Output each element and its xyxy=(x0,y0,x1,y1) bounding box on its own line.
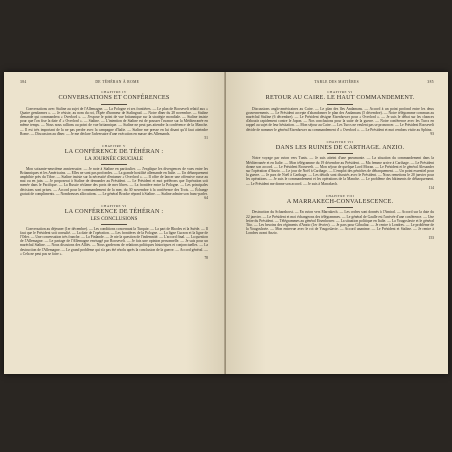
book-spread xyxy=(4,72,448,374)
chapter-title: DANS LES RUINES DE CARTHAGE. ANZIO. xyxy=(275,143,405,151)
left-page-number: 384 xyxy=(20,80,27,84)
right-running-head xyxy=(246,80,434,84)
right-page xyxy=(226,72,448,374)
left-chapter-2 xyxy=(20,144,208,200)
chapter-subtitle: LES CONCLUSIONS xyxy=(90,215,138,222)
chapter-page-number: 78 xyxy=(204,256,208,261)
chapter-title: CONVERSATIONS ET CONFÉRENCES xyxy=(58,94,170,101)
chapter-label: CHAPITRE VII xyxy=(326,139,354,144)
chapter-summary: Conversations avec Staline au sujet de l'Allemagne. — La Pologne et ses frontières. — Le plan de Roosevelt relatif aux « Quatre gendarmes ». — Je résiste, au nom du roi, l'Épée d'honneur de Stalingrad. — Notre dîner du 28 novembre. — Staline demande qui commandera « Overlord ». — J'expose le point de vue britannique sur la stratégie mondiale. — Staline insiste pour que l'on fixe la date d' « Overlord ». — Staline. — L'intention de Staline est de pousser l'avance sur la Méditerranée en même temps. — Nous nous rallions au point de vue britannique. — Staline ne peut pas attendre la conférence de la Manche. — Il est très important de la ne pas perdre avec la campagne d'Italie. — Staline me presse en lui disant qu'il faut atteindre Rome. — Discussion au dîner. — Je me déclare l'adversaire d'une exécution en masse des Allemands. xyxy=(20,106,208,136)
chapter-page-number: 51 xyxy=(204,136,208,141)
chapter-label: CHAPITRE VI xyxy=(101,204,127,209)
chapter-label: CHAPITRE VIII xyxy=(325,193,355,198)
chapter-rule xyxy=(101,224,127,225)
chapter-rule xyxy=(327,207,353,208)
chapter-label: CHAPITRE IV xyxy=(101,90,127,94)
right-chapter-2 xyxy=(246,140,434,190)
chapter-label: CHAPITRE V xyxy=(102,144,126,149)
right-page-number: 385 xyxy=(427,80,434,84)
chapter-summary: Discussions anglo-américaines au Caire. — Le plan des îles Andamans. — Accord à un point profond entre les deux gouvernements. — Le Président accepte d'abandonner le plan des Andamans (5 décembre). — Notre télégramme commun au maréchal Staline (6 décembre). — Le Président désigne Eisenhower pour « Overlord ». — Je suis le débat sur les chances d'aboutir rapidement contre le Japon. — Nos conclusions pour la suite de la guerre. — Notre conférence avec les Turcs en rappel au sujet de leur hésitation. — Mon séjour au Caire. — Les Turcs ne veulent pas se prononcer. — Le Président Roosevelt décide de nommer le général Eisenhower au commandement d' « Overlord ». — Le Président et moi rendons visite au Sphinx. xyxy=(246,106,434,132)
chapter-rule xyxy=(101,104,127,105)
chapter-title: LA CONFÉRENCE DE TÉHÉRAN : xyxy=(64,148,164,156)
chapter-rule xyxy=(101,164,127,165)
right-running-title: TABLE DES MATIÈRES xyxy=(314,80,360,84)
chapter-title: A MARRAKECH-CONVALESCENCE. xyxy=(286,197,394,205)
right-chapter-1 xyxy=(246,90,434,136)
chapter-summary: Notre voyage par avion vers Tunis. — Je suis atteint d'une pneumonie. — La situation du commandement dans la Méditerranée et en Italie. — Mon télégramme du 19 décembre au Président. — Ma femme arrive à Carthage. — Le Président donne son accord. — Le Président Roosevelt. — Mon séjour de quelque Lord Moran. — Le Président et le général Alexander sur l'opération d'Anzio. — Le jour de Noël à Carthage. — L'emploi des péniches de débarquement. — Un point essentiel pour la guerre. — Je pars de Noël à Carthage. — Les détails sont discutés avec le Président. — Nous remettons le 20 janvier pour les opérations. — Je suis le commandement et les opérations de la Manche. — Le problème des bâtiments de débarquement. — Le Président me donne son accord. — Je suis à Marrakech. xyxy=(246,156,434,186)
chapter-summary: Destruction du Scharnhorst. — En avion vers Marrakech. — Les ordres sont donnés à l'Amiral. — Accord sur la date du 22 janvier. — Le Président et moi échangeons des télégrammes. — Le général de Gaulle est l'arrivée d'une conférence. — Une lettre du Président. — Télégrammes au général Eisenhower. — La situation politique en Italie. — La Yougoslavie et le général Tito. — Les besoins des régiments d'Anzio (1er février). — Je pars pour Gibraltar. — Je rentre à Londres. — Le problème de la Yougoslavie. — Mon entrevue avec le roi de Yougoslavie. — Accord unanime. — Le Président et Staline. — Je rentre à Londres avant Anzio. xyxy=(246,210,434,236)
left-running-title: DE TÉHÉRAN À ROME xyxy=(95,80,140,84)
left-chapter-3 xyxy=(20,204,208,260)
chapter-page-number: 114 xyxy=(428,185,434,190)
left-running-head xyxy=(20,80,208,84)
chapter-title: RETOUR AU CAIRE. LE HAUT COMMANDEMENT. xyxy=(265,94,415,101)
right-chapter-3 xyxy=(246,194,434,240)
chapter-subtitle: LA JOURNÉE CRUCIALE xyxy=(84,155,144,162)
left-page xyxy=(4,72,226,374)
chapter-summary: Conversation au déjeuner (1er décembre). — Les conditions concernant la Turquie. — La part de Rhodes et la Suède. — Il faut que le Président soit consulté. — La date de l'opération. — Les frontières de la Pologne. — La ligne Curzon et la ligne de l'Oder. — Une conversation très franche. — La Finlande. — Je nie la question de l'indemnité. — L'accord final. — La question de l'Allemagne. — Le partage de l'Allemagne envisagé par Roosevelt. — Je fais une opinion personnelle. — Je suis pour un maréchal Staline. — Nous discutons des Alliés. — Nous garderons de relations politiques historiques et conjonctuelles. — La destruction de l'Allemagne. — Le grand problème qui n'a pas été résolu après la conclusion de la guerre. — Accord général. — « Cela ne peut pas se faire ». xyxy=(20,226,208,256)
chapter-rule xyxy=(327,104,353,105)
chapter-page-number: 93 xyxy=(430,131,434,136)
chapter-summary: Mon soixante-neuvième anniversaire. — Je note à Staline en particulier. — J'explique les divergences de vues entre les Britanniques et les Américains. — Elles ne sont pas profondes. — La grande hostilité allemande en Italie. — Un débarquement amphibie près du Tibre. — Staline insiste sur la nécessité d'entamer « Overlord ». — Il offre de lancer une offensive russe au mai ou en juin. — Je proposerai à Staline de demander au Président. — Le Président et moi préférons que l'opération soit menée dans le Pacifique. — La Russie réclame des ports de mer libres. — La frontière entre la Pologne. — Les principales décisions sont prises. — Accord pour le commandement de la mer, du 30 novembre à la conférence des Trois. — Échange gratuit de compliments. — Nombreuses allocutions. — Le général Brooke répond à Staline. — Staline admire son franc-parler. xyxy=(20,166,208,196)
left-chapter-1 xyxy=(20,90,208,140)
chapter-page-number: 64 xyxy=(204,196,208,201)
chapter-page-number: 153 xyxy=(428,235,434,240)
chapter-label: CHAPITRE VI xyxy=(327,90,353,94)
chapter-rule xyxy=(327,153,353,154)
chapter-title: LA CONFÉRENCE DE TÉHÉRAN : xyxy=(64,208,164,216)
